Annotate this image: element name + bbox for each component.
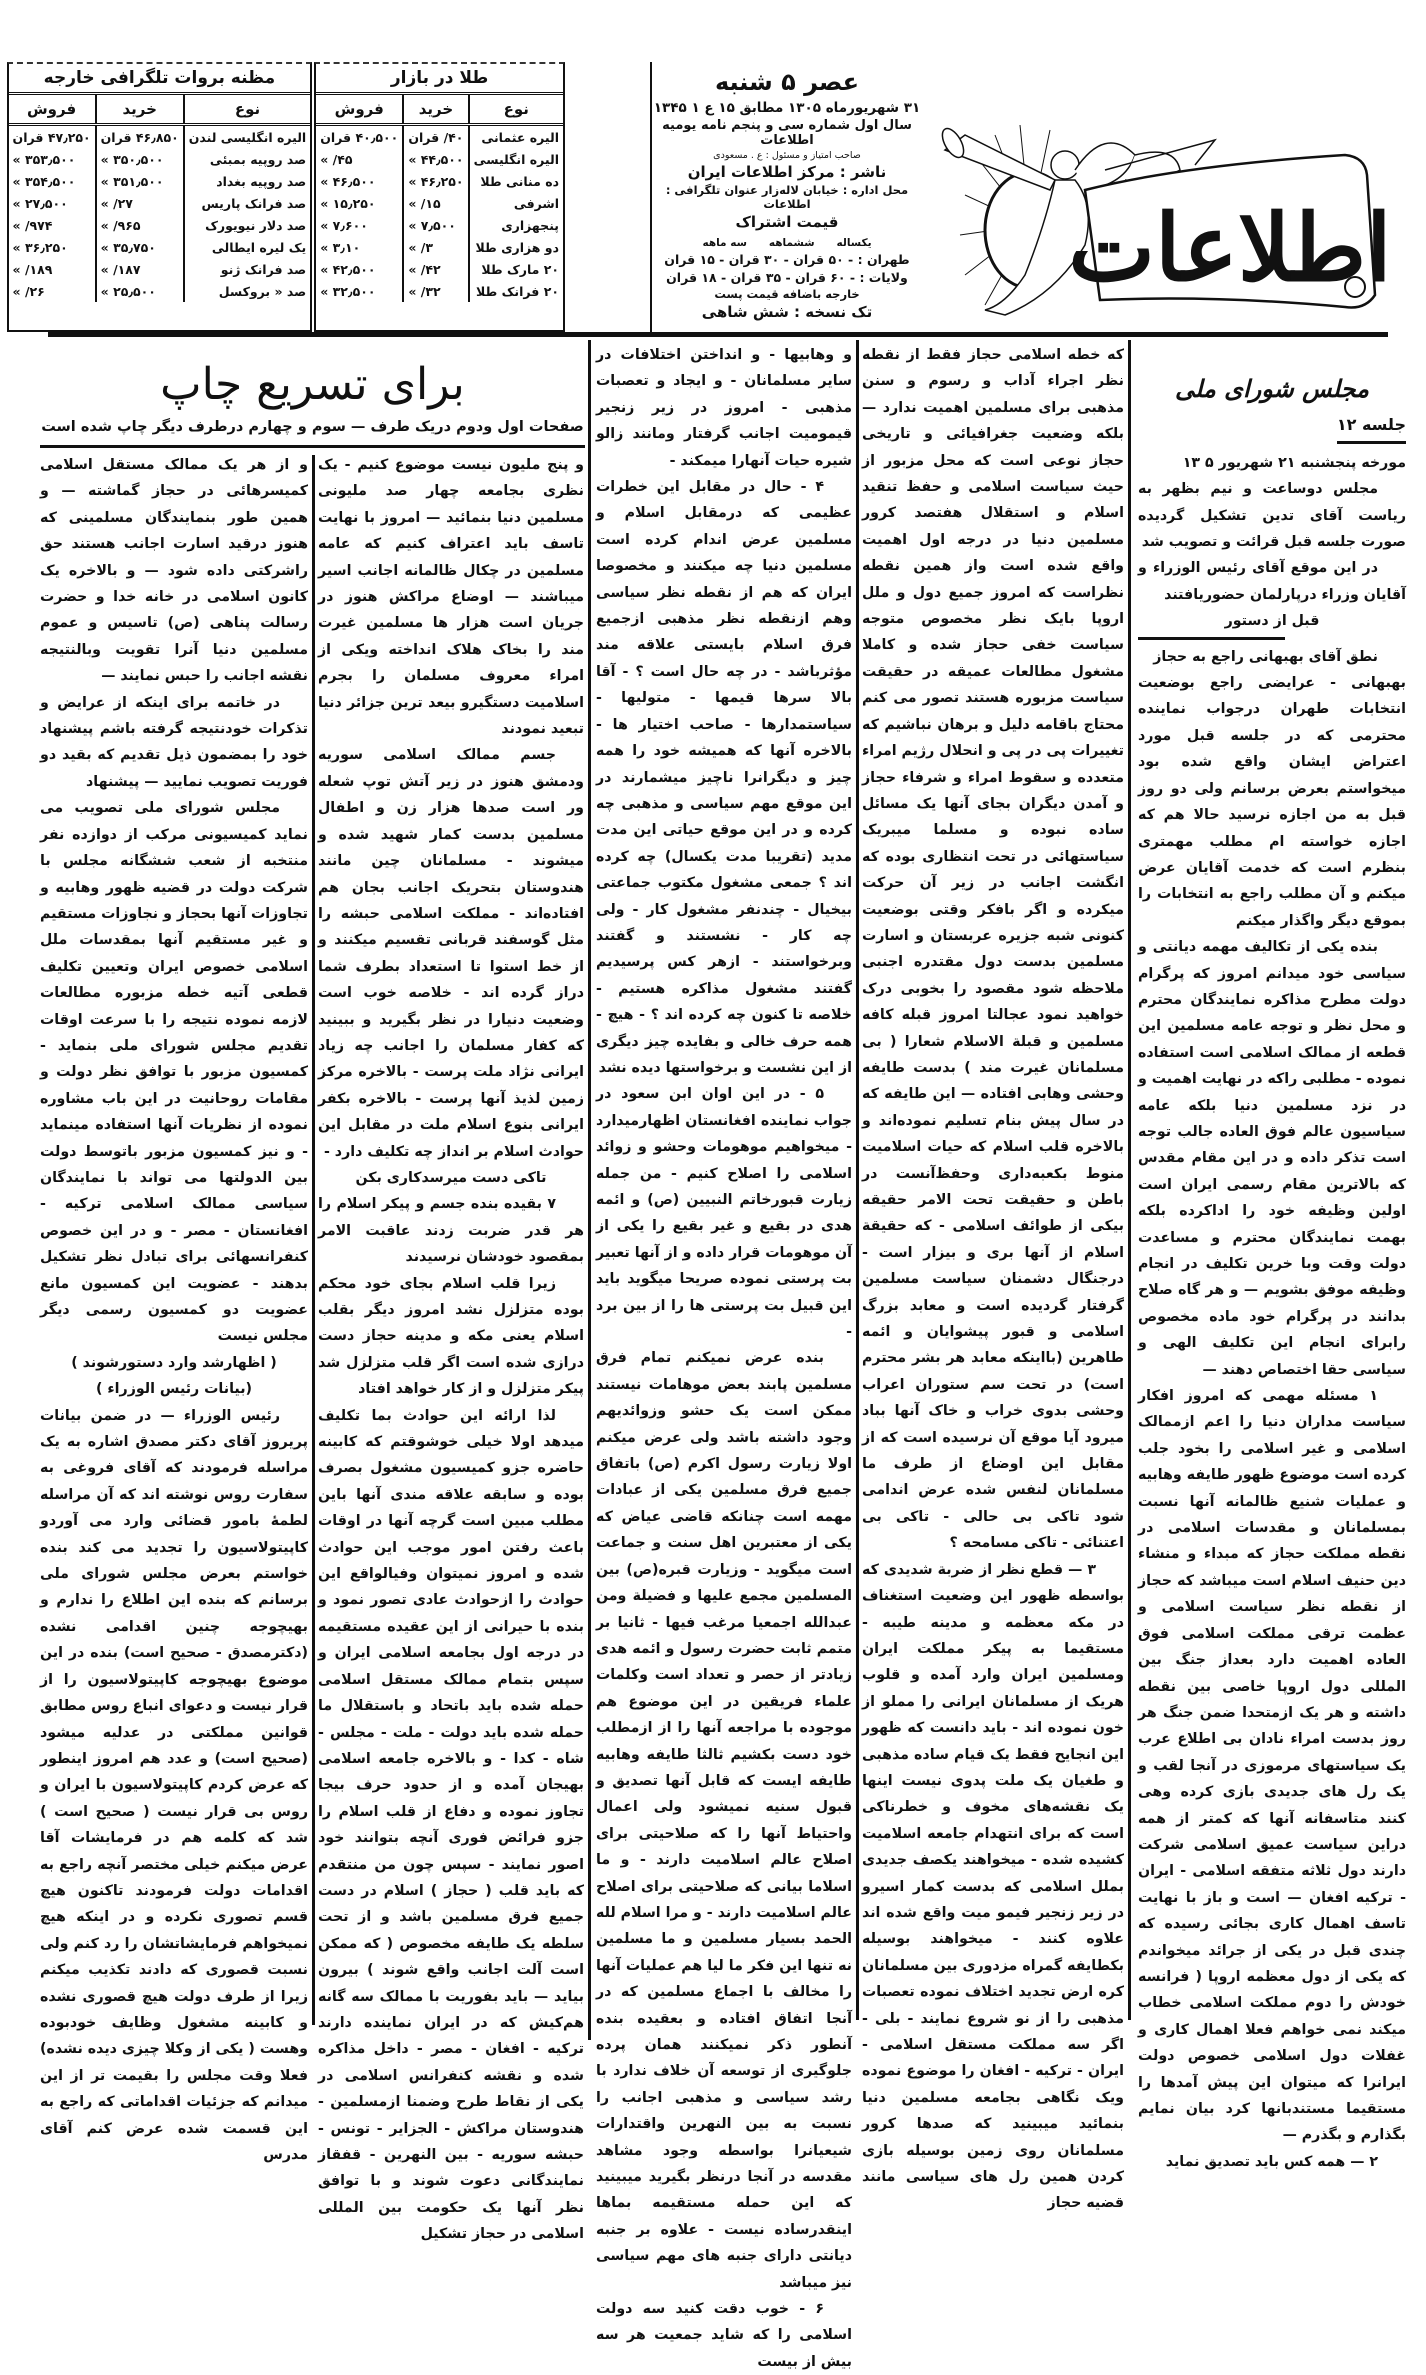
currency-type: ۲۰ فرانک طلا <box>469 280 563 302</box>
sell-price: ۷٫۶۰۰ » <box>320 217 368 233</box>
paragraph: ۷ بقیده بنده جسم و پیکر اسلام را هر قدر ضربت زدند عاقبت الامر بمقصود خودشان نرسیدند <box>318 1196 584 1266</box>
sell-price: ۴۰٫۵۰۰ قران <box>320 129 399 145</box>
table-row <box>316 192 563 214</box>
publisher-line: ناشر : مرکز اطلاعات ایران <box>687 163 887 181</box>
col-header: نوع <box>469 95 563 125</box>
subscription-title: قیمت اشتراک <box>735 213 839 231</box>
buy-price: ۳۵۰٫۵۰۰ » <box>96 148 184 170</box>
buy-price: ۹۶۵/ » <box>96 214 184 236</box>
sell-price: ۳۲٫۵۰۰ » <box>320 283 376 299</box>
paragraph: مجلس دوساعت و نیم بظهر به ریاست آقای تدین تشکیل گردیده صورت جلسه قبل قرائت و تصویب شد <box>1138 481 1406 551</box>
article-column-5 <box>40 452 308 2168</box>
session-number: جلسه ۱۲ <box>1337 412 1406 443</box>
buy-price: ۴۴٫۵۰۰ » <box>403 148 468 170</box>
col-header: فروش <box>9 95 96 125</box>
section-label: قبل از دستور <box>1224 613 1320 630</box>
market-tables <box>12 62 565 332</box>
table-row <box>316 170 563 192</box>
owner-line: صاحب امتیاز و مسئول : ع . مسعودی <box>713 150 861 161</box>
buy-price: ۷٫۵۰۰ » <box>403 214 468 236</box>
table-row <box>9 170 311 192</box>
subscription-periods <box>652 237 922 249</box>
paragraph: جسم ممالک اسلامی سوریه ودمشق هنوز در زیر آتش توپ شعله ور است صدها هزار زن و اطفال مسلمین بدست کمار شهید شده و میشوند - مسلمانان چین مانند هندوستان بتحریک اجانب بجان هم افتاده‌اند - مملکت اسلامی حبشه را مثل گوسفند قربانی تقسیم میکنند و از خط استوا تا استعداد بطرف شما دراز گرده اند - خلاصه خوب است وضعیت دنیارا در نظر بگیرید و ببینید که کفار مسلمان را اجانب چه زیاد ایرانی نژاد ملت پرست - بالاخره مرکز زمین لذیذ آنها پرست - بالاخره بکفر ایرانی بنوع اسلام ملت در مقابل این حوادث اسلام بر انداز چه تکلیف دارد - <box>318 747 584 1160</box>
sell-price: ۱۵٫۲۵۰ » <box>320 195 376 211</box>
speech-title: نطق آقای بهبهانی راجع به حجاز <box>1153 648 1378 665</box>
table-row <box>316 258 563 280</box>
address-line: محل اداره : خیابان لاله‌زار عنوان تلگرافی : اطلاعات <box>665 183 909 211</box>
sell-price: ۴۷٫۲۵۰ قران <box>12 129 91 145</box>
buy-price: ۴۶٫۸۵۰ قران <box>96 125 184 149</box>
herald-angel-icon <box>935 95 1390 325</box>
currency-type: صد روپیه بغداد <box>184 170 310 192</box>
currency-type: صد « بروکسل <box>184 280 310 302</box>
table-row <box>9 148 311 170</box>
paragraph: ۳ — قطع نظر از ضربة شدیدی که بواسطه ظهور این وضعیت استغناف در مکه معظمه و مدینه طیبه - مستقیما به پیکر مملکت ایران ومسلمین ایران وارد آمده و قلوب هریک از مسلمانان ایرانی را مملو از خون نموده اند - باید دانست که ظهور این انجایح فقط یک قیام ساده مذهبی و طغیان یک ملت پدوی نیست اینها یک نقشه‌های مخوف و خطرناکی است که برای انتهدام جامعه اسلامیت کشیده شده - میخواهند یکصف جدیدی بملل اسلامی که بدست کمار اسیرو در زیر زنجیر فیمو میت واقع شده اند علاوه کنند - میخواهند بوسیله بکطایفه گمراه مزدوری بین مسلمانان کره ارض تجدید اختلاف نموده تعصبات مذهبی را از نو شروع نمایند - بلی - اگر سه مملکت مستقل اسلامی - ایران - ترکیه - افغان را موضوع نموده ویک نگاهی بجامعه مسلمین دنیا بنمائید میبینید که صدها کرور مسلمانان روی زمین بوسیله بازی کردن همین رل های سیاسی مانند قضیه حجاز <box>862 1561 1124 2212</box>
paragraph: لذا ارائه این حوادث بما تکلیف میدهد اولا خیلی خوشوقتم که کابینه حاضره جزو کمیسیون مشغول بصرف بوده و سابقه علاقه مندی آنها باین مطلب مبین است گرچه آنها در اوقات باعث رفتن امور موجب این حوادث شده و امروز نمیتوان وفیالواقع این حوادث را ازحوادث عادی تصور نمود و بنده با حیرانی از این عقیده مستقیمه در درجه اول بجامعه اسلامی ایران و سپس بتمام ممالک مستقل اسلامی حمله شده باید باتحاد و باستقلال ما حمله شده باید دولت - ملت - مجلس - شاه - کدا - و بالاخره جامعه اسلامی بهیجان آمده و از حدود حرف بیجا تجاوز نموده و دفاع از قلب اسلام را جزو فرائض فوری آنچه بتوانند خود اصور نمایند - سپس چون من منتقدم که باید قلب ( حجاز ) اسلام در دست جمیع فرق مسلمین باشد و از تحت سلطه یک طایفه مخصوص ( که ممکن است آلت اجانب واقع شوند ) بیرون بیاید — باید بفوریت با ممالک سه گانه هم‌کیش که در ایران نماینده دارند ترکیه - افغان - مصر - داخل مذاکره شده و نقشه کنفرانس اسلامی در یکی از نقاط طرح وضمنا ازمسلمین - هندوستان مراکش - الجزایر - تونس - حبشه سوریه - بین النهرین - قفقاز نمایندگانی دعوت شوند و با توافق نظر آنها یک حکومت بین المللی اسلامی در حجاز تشکیل <box>318 1407 584 2243</box>
paragraph: در این موقع آقای رئیس الوزراء و آقایان وزراء درپارلمان حضوریافتند <box>1138 560 1406 603</box>
sell-price: ۴۶٫۵۰۰ » <box>320 173 376 189</box>
paragraph: زیرا قلب اسلام بجای خود محکم بوده متزلزل نشد امروز دیگر بقلب اسلام یعنی مکه و مدینه حجاز دست درازی شده است اگر قلب متزلزل شد پیکر متزلزل و از کار خواهد افتاد <box>318 1275 584 1398</box>
buy-price: ۱۵/ » <box>403 192 468 214</box>
paragraph: مجلس شورای ملی تصویب می نماید کمیسیونی مرکب از دوازده نفر منتخبه از شعب ششگانه مجلس با شرکت دولت در قضیه ظهور وهابیه و تجاوزات آنها بحجاز و نجاوزات مستقیم و غیر مستقیم آنها بمقدسات ملل اسلامی خصوص ایران وتعیین تکلیف قطعی آتیه خطه مزبوره مطالعات لازمه نموده نتیجه را با سرعت اوقات تقدیم مجلس شورای ملی بنماید - کمسیون مزبور با توافق نظر دولت و مقامات روحانیت در این باب مشاوره نموده از نظریات آنها استفاده مینماید - و نیز کمسیون مزبور باتوسط دولت بین الدولتها می تواند با نمایندگان سیاسی ممالک اسلامی ترکیه - افغانستان - مصر - و در این خصوص کنفرانسهائی برای تبادل نظر تشکیل بدهند - عضویت این کمسیون مانع عضویت دو کمسیون رسمی دیگر مجلس نیست <box>40 800 308 1345</box>
table-row <box>9 192 311 214</box>
sell-price: ۳۶٫۲۵۰ » <box>12 239 68 255</box>
fx-table-title: مظنه بروات تلگرافی خارجه <box>9 64 311 95</box>
gold-table-title: طلا در بازار <box>316 64 563 95</box>
buy-price: ۳۵٫۷۵۰ » <box>96 236 184 258</box>
buy-price: ۱۸۷/ » <box>96 258 184 280</box>
notice-banner <box>40 355 585 435</box>
buy-price: ۳/ » <box>403 236 468 258</box>
currency-type: ده منانی طلا <box>469 170 563 192</box>
currency-type: دو هزاری طلا <box>469 236 563 258</box>
provinces-price: ولایات : - ۶۰ قران - ۳۵ قران - ۱۸ قران <box>666 270 908 285</box>
currency-type: اشرفی <box>469 192 563 214</box>
paragraph: ۶ - خوب دقت کنید سه دولت اسلامی را که شاید جمعیت هر سه بیش از بیست <box>596 2301 852 2370</box>
table-row <box>9 214 311 236</box>
paragraph: و پنج ملیون نیست موضوع کنیم - یک نظری بجامعه چهار صد ملیونی مسلمین دنیا بنمائید — امروز با نهایت تاسف باید اعتراف کنیم که عامه مسلمین در چکال ظالمانه اجانب اسیر میباشند — اوضاع مراکش هنوز در جریان است هزار ها مسلمین غیرت مند را بخاک هلاک انداخته ویکی از امراء معروف مسلمان را بجرم اسلامیت دستگیرو بیعد ترین جزائر دنیا تبعید نمودند <box>318 457 584 738</box>
sell-price: ۱۸۹/ » <box>12 261 53 277</box>
col-header: نوع <box>184 95 310 125</box>
banner-title: برای تسریع چاپ <box>160 359 465 410</box>
paragraph: و وهابیها - و انداختن اختلافات در سایر مسلمانان - و ایجاد و تعصبات مذهبی - امروز در زیر زنجیر قیمومیت اجانب گرفتار ومانند زالو شیره حیات آنهارا میمکند - <box>596 347 852 469</box>
banner-subtitle: صفحات اول ودوم دریک طرف — سوم و چهارم درطرف دیگر چاپ شده است <box>41 419 584 435</box>
buy-price: ۴۰/ قران <box>403 125 468 149</box>
article-column-3 <box>596 342 852 2375</box>
sell-price: ۳٫۱۰ » <box>320 239 361 255</box>
currency-type: ۲۰ مارک طلا <box>469 258 563 280</box>
buy-price: ۳۵۱٫۵۰۰ » <box>96 170 184 192</box>
abroad-price: خارجه باضافه قیمت پست <box>714 287 860 301</box>
table-row <box>316 148 563 170</box>
banner-rule <box>40 445 585 448</box>
buy-price: ۲۵٫۵۰۰ » <box>96 280 184 302</box>
sell-price: ۲۷٫۵۰۰ » <box>12 195 68 211</box>
sell-price: ۴۵/ » <box>320 151 353 167</box>
majlis-heading: مجلس شورای ملی <box>1175 374 1369 403</box>
paragraph: ۲ — همه کس باید تصدیق نماید <box>1165 2153 1378 2170</box>
sell-price: ۳۵۴٫۵۰۰ » <box>12 173 76 189</box>
paragraph: که خطه اسلامی حجاز فقط از نقطه نظر اجراء آداب و رسوم و سنن مذهبی برای مسلمین اهمیت ندارد — بلکه وضعیت جغرافیائی و تاریخی حجاز نوعی است که محل مزبور از حیث سیاست اسلامی و حفظ تنقید اسلام و استقلال هفتصد کرور مسلمین دنیا در درجه اول اهمیت واقع شده است واز همین نقطه نظراست که امروز جمیع دول و ملل اروپا بایک نظر مخصوص متوجه سیاست خفی حجاز شده و کاملا مشغول مطالعات عمیقه در حقیقت سیاست مزبوره هستند تصور می کنم محتاج باقامه دلیل و برهان نباشیم که تغییرات پی در پی و انحلال رژیم امراء متعدده و سقوط امراء و شرفاء حجاز و آمدن دیگران بجای آنها یک مسائل ساده نبوده و مسلما میبریک سیاستهائی در تحت انتظاری بوده که انگشت اجانب در زیر آن حرکت میکرده و اگر بافکر وقتی بوضعیت کنونی شبه جزیره عربستان و اسارت مسلمین بدست دول مقتدره اجنبی ملاحظه شود مقصود را بخوبی درک خواهید نمود عجالتا امروز قبله کافه مسلمین و قبلة الاسلام شعارا ( بی مسلمانان غیرت مند ) بدست طایفه وحشی وهابی افتاده — این طایفه که در سال پیش بنام تسلیم نموده‌اند و بالاخره قلب اسلام که حیات اسلامیت منوط بکعبه‌داری وحفظ‌آنست در باطن و حقیقت تحت الامر حقیقه بیکی از طوائف اسلامی - که حقیقة اسلام از آنها بری و بیزار است - درجنگال دشمنان سیاست مسلمین گرفتار گردیده است و معابد بزرگ اسلامی و قبور پیشوایان و ائمه طاهرین (بااینکه معابد هر بشر محترم است) در تحت سم ستوران اعراب وحشی بدوی خراب و خاک آنها بباد میرود آیا موقع آن نرسیده است که از مقابل این اوضاع از طرف ما مسلمانان لنفس شده عرض اندامی شود تاکی بی حالی - تاکی بی اعتنائی - تاکی مسامحه ؟ <box>862 347 1124 1552</box>
section-label: (بیانات رئیس الوزراء ) <box>95 1381 253 1398</box>
col-header: فروش <box>316 95 403 125</box>
paragraph: بنده عرض نمیکنم تمام فرق مسلمین پابند بعض موهامات نیستند ممکن است یک حشو وزوائدیهم وجود داشته باشد ولی عرض میکنم اولا زیارت رسول اکرم (ص) باتفاق جمیع فرق مسلمین یکی از عبادات مهمه است چنانکه قاضی عیاض که یکی از معتبرین اهل سنت و جماعت است میگوید - وزیارت قبره(ص) بین المسلمین مجمع علیها و فضیلة ومن عبدالله اجمعیا مرغب فیها - ثانیا بر متمم ثابت حضرت رسول و ائمه هدی زیادتر از حصر و تعداد است وکلمات علماء فریقین در این موضوع هم موجوده با مراجعه آنها را از ازمطلب خود دست بکشیم ثالثا طایفه وهابیه طایفه ایست که قابل آنها تصدیق و قبول سنیه نمیشود ولی اعمال واحتیاط آنها را که صلاحیتی برای اصلاح عالم اسلامیت دارند - و ما اسلاما بیانی که صلاحیتی برای اصلاح عالم اسلامیت دارند - و مرا اسلام لله الحمد بسیار مسلمین و ما مسلمین نه تنها این فکر ما لیا هم عملیات آنها را مخالف با اجماع مسلمین که در آنجا اتفاق افتاده و بعقیده بنده آنطور ذکر نمیکنند همان پرده جلوگیری از توسعه آن خلاف ندارد با رشد سیاسی و مذهبی اجانب را نسبت به بین النهرین واقتدارات شیعیانرا بواسطه وجود مشاهد مقدسه در آنجا درنظر بگیرید میبینید که این حمله مستقیمه بماها اینقدرساده نیست - علاوه بر جنبه دیانتی دارای جنبه های مهم سیاسی نیز میباشد <box>596 1350 852 2291</box>
fx-rates-table <box>7 62 313 332</box>
table-row <box>316 280 563 302</box>
table-row <box>9 280 311 302</box>
period-label: یکساله <box>836 237 872 249</box>
column-divider <box>1128 340 1131 2020</box>
currency-type: الیره عثمانی <box>469 125 563 149</box>
column-divider <box>588 340 591 2040</box>
table-row <box>316 125 563 149</box>
table-row <box>316 214 563 236</box>
paragraph: ۵ - در این اوان ابن سعود در جواب نماینده افغانستان اظهارمیدارد - میخواهیم موهومات وحشو و زوائد اسلامی را اصلاح کنیم - من جمله زیارت قبورخاتم النبیین (ص) و ائمه هدی در بقیع و غیر بقیع را یکی از آن موهومات قرار داده و از آنها تعبیر بت پرستی نموده صریحا میگوید باید این قبیل بت پرستی ها را از بین برد - <box>596 1086 852 1341</box>
col-header: خرید <box>96 95 184 125</box>
buy-price: ۴۶٫۲۵۰ » <box>403 170 468 192</box>
paragraph: ۱ مسئله مهمی که امروز افکار سیاست مداران دنیا را اعم ازممالک اسلامی و غیر اسلامی را بخود جلب کرده است موضوع ظهور طایفه وهابیه و عملیات شنیع ظالمانه آنها نسبت بمسلمانان و مقدسات اسلامی در نقطه مملکت حجاز که مبداء و منشاء دین حنیف اسلام است میباشد که حجاز از نقطه نظر سیاست اسلامی و عظمت ترقی مملکت اسلامی فوق العاده اهمیت دارد بعداز جنگ بین المللی دول اروپا خاصی بین نقطه داشته و هر یک ازمتحدا ضمن جنگ هر روز بدست امراء نادان بی اطلاع عرب یک سیاستهای مرموزی در آنجا لقب و یک رل های جدیدی بازی کرده وهی کنند متاسفانه آنها که کمتر از همه دراین سیاست عمیق اسلامی شرکت دارند دول ثلاثه متفقه اسلامی - ایران - ترکیه افغان — است و باز با نهایت تاسف اهمال کاری بجائی رسیده که چندی قبل در یکی از جرائد میخواندم که یکی از دول معظمه اروپا ( فرانسه خودش را دوم مملکت اسلامی خطاب میکند نمی خواهم فعلا اهمال کاری و غفلات دول اسلامی خصوص دولت ایرانرا که میتوان این پیش آمدها را مستقیما مستندبانها کرد بیان نمایم بگذارم و بگذرم — <box>1138 1388 1406 2144</box>
currency-type: صد روپیه بمبئی <box>184 148 310 170</box>
column-divider <box>856 340 859 2020</box>
currency-type: الیره انگلیسی لندن <box>184 125 310 149</box>
single-copy-price: تک نسخه : شش شاهی <box>701 303 873 321</box>
paragraph: ۴ - حال در مقابل این خطرات عظیمی که درمقابل اسلام و مسلمین عرض اندام کرده است مسلمین دنیا چه میکنند و مخصوصا ایران که هم از نقطه نظر سیاسی وهم ازنقطه نظر مذهبی ازجمیع فرق اسلام بایستی علاقه مند مؤثرباشد - در چه حال است ؟ - آقا بالا سرها قیمها - متولیها - سیاستمدارها - صاحب اختیار ها - بالاخره آنها که همیشه خود را همه چیز و دیگرانرا ناچیز میشمارند در این موقع مهم سیاسی و مذهبی چه کرده و در این موقع حیاتی این مدت مدید (تقریبا مدت یکسال) چه کرده اند ؟ جمعی مشغول مکتوب جماعتی بیخیال - چندنفر مشغول کار - ولی چه کار - نشستند و گفتند وبرخواستند - ازهر کس پرسیدیم گفتند مشغول مذاکره هستیم - خلاصه تا کنون چه کرده اند ؟ - هیچ - همه حرف خالی و بفایده چیز دیگری از این نشست و برخواستها دیده نشد <box>596 479 852 1076</box>
sell-price: ۲۶/ » <box>12 283 45 299</box>
currency-type: صد فرانک ژنو <box>184 258 310 280</box>
period-label: سه ماهه <box>702 237 747 249</box>
currency-type: یک لیره ایطالی <box>184 236 310 258</box>
table-row <box>9 258 311 280</box>
session-date: مورخه پنجشنبه ۲۱ شهریور ۵ ۱۳ <box>1182 454 1406 471</box>
masthead-rule <box>48 332 1388 337</box>
tehran-price: طهران : - ۵۰ قران - ۳۰ قران - ۱۵ قران <box>664 252 910 267</box>
sell-price: ۴۲٫۵۰۰ » <box>320 261 376 277</box>
paragraph: و از هر یک ممالک مستقل اسلامی کمیسرهائی در حجاز گماشته — و همین طور بنمایندگان مسلمینی که هنوز درقید اسارت اجانب هستند حق راشرکتی داده شود — و بالاخره یک کانون اسلامی در خانه خدا و حضرت رسالت پناهی (ص) تاسیس و عموم مسلمین دنیا آنرا تقویت وبالنتیجه نقشه اجانب را حبس نمایند — <box>40 457 308 685</box>
period-label: ششماهه <box>768 237 815 249</box>
paragraph: بهبهانی - عرایضی راجع بوضعیت انتخابات طهران درجواب نماینده محترمی که در جلسه قبل مورد اعتراض ایشان واقع شده بود میخواستم بعرض برسانم ولی دو روز قبل به من اجازه نرسید حالا هم که اجازه خواسته ام مطلب مهمتری بنظرم است که خدمت آقایان عرض میکنم و آن مطلب راجع به انتخابات را بموقع دیگر واگذار میکنم <box>1138 675 1406 929</box>
currency-type: پنجهزاری <box>469 214 563 236</box>
table-row <box>316 236 563 258</box>
majlis-report-column <box>1138 342 1406 2175</box>
issue-info <box>650 62 922 332</box>
newspaper-logo <box>935 95 1390 325</box>
currency-type: صد فرانک پاریس <box>184 192 310 214</box>
buy-price: ۲۷/ » <box>96 192 184 214</box>
table-row <box>9 125 311 149</box>
article-column-2 <box>862 342 1124 2217</box>
paragraph: در خاتمه برای اینکه از عرایض و تذکرات خودنتیجه گرفته باشم پیشنهاد خود را بمضمون ذیل تقدیم که بقید دو فوریت تصویب نمایید — پیشنهاد <box>40 694 308 790</box>
sell-price: ۹۷۴/ » <box>12 217 53 233</box>
table-row <box>9 236 311 258</box>
buy-price: ۳۲/ » <box>403 280 468 302</box>
currency-type: صد دلار نیویورک <box>184 214 310 236</box>
sell-price: ۳۵۳٫۵۰۰ » <box>12 151 76 167</box>
issue-day: عصر ۵ شنبه <box>714 68 860 96</box>
buy-price: ۴۲/ » <box>403 258 468 280</box>
column-divider <box>312 455 315 2025</box>
verse-line: تاکی دست میرسدکاری بکن <box>355 1169 547 1186</box>
paragraph: بنده یکی از تکالیف مهمه دیانتی و سیاسی خود میدانم امروز که پرگرام دولت مطرح مذاکره نمایندگان محترم و محل نظر و توجه عامه مسلمین این قطعه از ممالک اسلامی است استفاده نموده - مطلبی راکه در نهایت اهمیت و در نزد مسلمین دنیا بلکه عامه سیاسیون عالم فوق العاده جالب توجه است تذکر داده و در این مقام مقدس که بالاترین مقام رسمی ایران است اولین وظیفه خود را اداکرده بلکه بهمت نمایندگان محترم و مساعدت دولت وقت وبا خرین تکلیف در انجام وظیفه موفق بشویم — و هر گاه صلاح بدانند در پرگرام خود ماده مخصوص رابرای انجام این تکلیف الهی و سیاسی حقا اختصاص دهند — <box>1138 939 1406 1378</box>
currency-type: الیره انگلیسی <box>469 148 563 170</box>
logo-text: اطلاعات <box>1068 194 1390 302</box>
section-rule <box>1138 637 1285 640</box>
gold-market-table <box>314 62 565 332</box>
article-column-4 <box>318 452 584 2248</box>
col-header: خرید <box>403 95 468 125</box>
section-label: ( اظهارشد وارد دستورشوند ) <box>71 1354 277 1371</box>
issue-date: ۳۱ شهریورماه ۱۳۰۵ مطابق ۱۵ ع ۱ ۱۳۴۵ <box>653 100 921 116</box>
paragraph: رئیس الوزراء — در ضمن بیانات پریروز آقای دکتر مصدق اشاره به یک مراسله فرمودند که آقای فروغی به سفارت روس نوشته اند که آن مراسله لطمهٔ بامور قضائی وارد می آوردو کاپیتولاسیون را تجدید می کند بنده خواستم بعرض مجلس شورای ملی برسانم که بنده این اطلاع را ندارم و بهیچوجه چنین اقدامی نشده (دکترمصدق - صحیح است) بنده در این موضوع بهیچوجه کاپیتولاسیون را از قرار نیست و دعوای انباع روس مطابق قوانین مملکتی در عدلیه میشود (صحیح است) و عدد هم امروز اینطور که عرض کردم کاپیتولاسیون با ایران و روس بی قرار نیست ( صحیح است ) شد که کلمه هم در فرمایشات آقا عرض میکنم خیلی مختصر آنچه راجع به اقدامات دولت فرمودند تاکنون هیچ قسم تصوری نکرده و در اینکه هیچ نمیخواهم فرمایشاتشان را رد کنم ولی نسبت قصوری که دادند تکذیب میکنم زیرا از طرف دولت هیچ قصوری نشده و کابینه مشغول وظایف خودبوده وهست ( یکی از وکلا چیزی دیده نشده) فعلا وقت مجلس را بقیمت تر از این میدانم که جزئیات اقداماتی که راجع به این قسمت شده عرض کنم آقای مدرس <box>40 1407 308 2163</box>
issue-number: سال اول شماره سی و پنجم نامه یومیه اطلاعات <box>662 118 912 148</box>
